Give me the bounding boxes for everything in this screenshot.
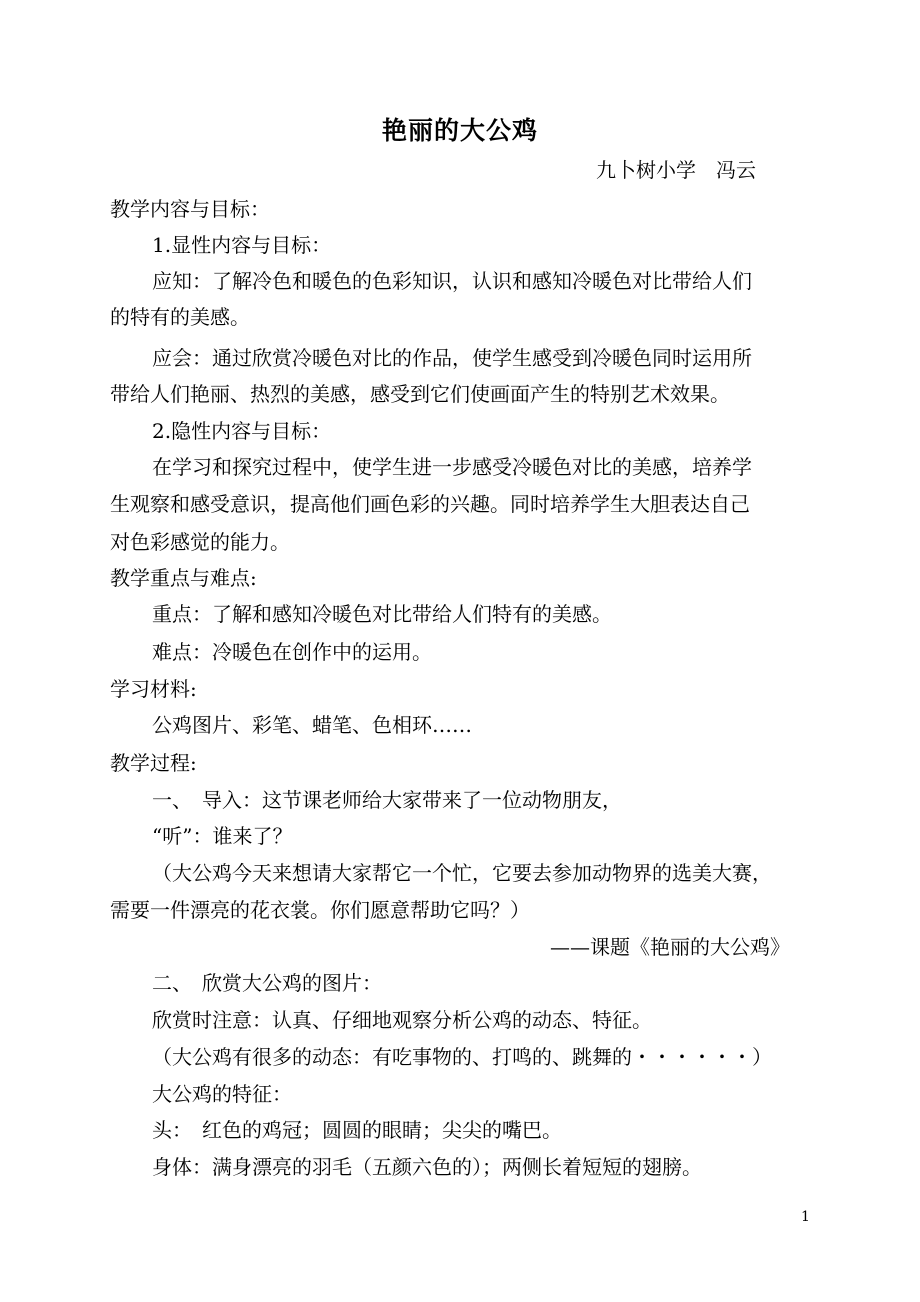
subheading-implicit-goals: 2.隐性内容与目标：	[152, 419, 332, 443]
paragraph-line: 的特有的美感。	[110, 305, 250, 329]
paragraph-line: 应会：通过欣赏冷暖色对比的作品，使学生感受到冷暖色同时运用所	[152, 346, 752, 370]
paragraph-line: 在学习和探究过程中，使学生进一步感受冷暖色对比的美感，培养学	[152, 455, 752, 479]
paragraph-line: 大公鸡的特征：	[152, 1082, 292, 1106]
paragraph-line: 欣赏时注意：认真、仔细地观察分析公鸡的动态、特征。	[152, 1008, 652, 1032]
paragraph-line: 头： 红色的鸡冠；圆圆的眼睛；尖尖的嘴巴。	[152, 1118, 562, 1142]
paragraph-line: （大公鸡今天来想请大家帮它一个忙，它要去参加动物界的选美大赛，	[152, 861, 772, 885]
paragraph-line: 生观察和感受意识，提高他们画色彩的兴趣。同时培养学生大胆表达自己	[110, 492, 750, 516]
paragraph-line: 应知：了解冷色和暖色的色彩知识，认识和感知冷暖色对比带给人们	[152, 269, 752, 293]
section-heading-process: 教学过程:	[110, 751, 197, 775]
paragraph-line: 带给人们艳丽、热烈的美感，感受到它们使画面产生的特别艺术效果。	[110, 382, 730, 406]
subheading-explicit-goals: 1.显性内容与目标：	[152, 233, 332, 257]
author-line: 九卜树小学 冯云	[596, 158, 756, 182]
section-heading-content-goals: 教学内容与目标：	[110, 197, 270, 221]
paragraph-line: 对色彩感觉的能力。	[110, 530, 290, 554]
paragraph-line: 一、 导入：这节课老师给大家带来了一位动物朋友，	[152, 788, 622, 812]
document-title: 艳丽的大公鸡	[381, 116, 538, 145]
paragraph-line: 难点：冷暖色在创作中的运用。	[152, 640, 432, 664]
section-heading-materials: 学习材料:	[110, 677, 197, 701]
paragraph-line: （大公鸡有很多的动态：有吃事物的、打鸣的、跳舞的・・・・・・）	[152, 1045, 772, 1069]
paragraph-line: 重点：了解和感知冷暖色对比带给人们特有的美感。	[152, 602, 612, 626]
section-heading-key-points: 教学重点与难点:	[110, 566, 257, 590]
paragraph-line: “听”：谁来了？	[152, 824, 293, 848]
paragraph-line: 公鸡图片、彩笔、蜡笔、色相环……	[152, 713, 472, 737]
paragraph-line: 需要一件漂亮的花衣裳。你们愿意帮助它吗？）	[110, 898, 530, 922]
page-number: 1	[801, 1209, 810, 1225]
paragraph-line: 二、 欣赏大公鸡的图片：	[152, 971, 382, 995]
lesson-topic-line: ——课题《艳丽的大公鸡》	[550, 935, 790, 959]
paragraph-line: 身体：满身漂亮的羽毛（五颜六色的）；两侧长着短短的翅膀。	[152, 1155, 702, 1179]
